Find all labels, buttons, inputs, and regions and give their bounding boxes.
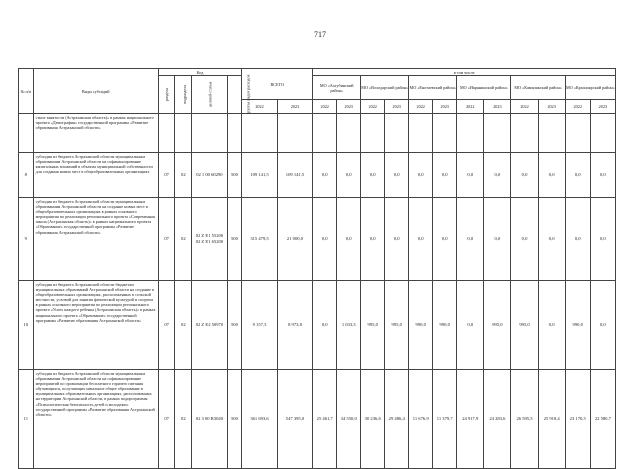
header-year: 2022 <box>457 100 484 114</box>
header-mo-1: МО «Ахтубинский район» <box>313 76 361 100</box>
mo-value: 0,0 <box>511 198 538 281</box>
mo-value: 0,0 <box>337 153 361 198</box>
mo-value <box>511 114 538 153</box>
mo-value: 0,0 <box>590 281 615 370</box>
mo-value <box>538 114 565 153</box>
header-incl: в том числе <box>313 69 616 76</box>
target-code: 02 3 00 R3040 <box>195 416 223 421</box>
total-value <box>277 114 312 153</box>
header-year: 2023 <box>337 100 361 114</box>
code-group: 500 <box>227 153 242 198</box>
header-year: 2022 <box>565 100 590 114</box>
total-value: 315 479,5 <box>242 198 277 281</box>
header-mo-4: МО «Икрянинский район» <box>457 76 511 100</box>
code-target <box>192 370 227 469</box>
target-code: 02 Z E1 65200 <box>195 239 224 244</box>
mo-value: 22 580,7 <box>590 370 615 469</box>
mo-value: 23 170,5 <box>565 370 590 469</box>
code-subsection: 02 <box>175 153 192 198</box>
mo-value: 0,0 <box>484 198 511 281</box>
total-value: 21 000,0 <box>277 198 312 281</box>
mo-value: 0,0 <box>511 153 538 198</box>
mo-value <box>337 114 361 153</box>
header-year: 2022 <box>511 100 538 114</box>
target-code: 02 Z E1 55200 <box>195 233 224 238</box>
total-value: 547 395,0 <box>277 370 312 469</box>
mo-value: 0,0 <box>457 153 484 198</box>
header-mo-3: МО «Енотаевский район» <box>409 76 457 100</box>
mo-value: 26 595,5 <box>511 370 538 469</box>
mo-value: 0,0 <box>433 153 457 198</box>
mo-value: 0,0 <box>385 198 409 281</box>
mo-value: 0,0 <box>313 281 337 370</box>
mo-value: 0,0 <box>538 153 565 198</box>
code-target <box>192 153 227 198</box>
mo-value: 0,0 <box>590 198 615 281</box>
mo-value: 0,0 <box>484 153 511 198</box>
table-row <box>19 114 616 153</box>
header-mo-2: МО «Володарский район» <box>361 76 409 100</box>
mo-value: 990,0 <box>565 281 590 370</box>
mo-value <box>409 114 433 153</box>
mo-value: 995,0 <box>385 281 409 370</box>
mo-value: 0,0 <box>457 281 484 370</box>
code-target <box>192 281 227 370</box>
subsidy-name: субсидия из бюджета Астраханской области муниципальным образованиям Астраханской области на софинансирование капитальных вложений в объекты муниципальной собственности для создания новых мест в общеобразовательных организациях <box>33 153 158 198</box>
header-total: ВСЕГО <box>242 69 313 100</box>
mo-value: 24 283,6 <box>484 370 511 469</box>
mo-value <box>313 114 337 153</box>
code-subsection: 02 <box>175 281 192 370</box>
code-section: 07 <box>158 281 175 370</box>
total-value: 9 157,3 <box>242 281 277 370</box>
mo-value <box>590 114 615 153</box>
mo-value: 0,0 <box>409 153 433 198</box>
mo-value: 0,0 <box>565 198 590 281</box>
mo-value: 0,0 <box>313 198 337 281</box>
header-year: 2022 <box>313 100 337 114</box>
header-name: Виды субсидий <box>33 69 158 114</box>
header-mo-6: МО «Красноярский район» <box>565 76 615 100</box>
row-number: 9 <box>19 198 34 281</box>
subsidy-name: субсидия из бюджета Астраханской области муниципальным образованиям Астраханской области на создание новых мест в общеобразовательных организациях в рамках основного мероприятия по реализации регионального проекта «Современная школа (Астраханская область)» в рамках национального проекта «Образование» государственной программы «Развитие образования Астраханской области» <box>33 198 158 281</box>
header-code: Код <box>158 69 241 76</box>
code-target <box>192 198 227 281</box>
code-group: 500 <box>227 281 242 370</box>
header-code-target: целевой статьи <box>192 76 227 114</box>
target-code: 02 Z E2 50970 <box>195 322 224 327</box>
header-year: 2023 <box>385 100 409 114</box>
code-group <box>227 114 242 153</box>
row-number: 8 <box>19 153 34 198</box>
header-code-section: раздела <box>158 76 175 114</box>
total-value: 109 141,5 <box>277 153 312 198</box>
header-year: 2023 <box>590 100 615 114</box>
subsidy-table <box>18 68 616 469</box>
mo-value: 25 461,7 <box>313 370 337 469</box>
mo-value: 29 486,4 <box>385 370 409 469</box>
mo-value: 0,0 <box>313 153 337 198</box>
mo-value: 1 033,3 <box>337 281 361 370</box>
mo-value: 995,0 <box>361 281 385 370</box>
code-section: 07 <box>158 198 175 281</box>
mo-value <box>565 114 590 153</box>
mo-value <box>433 114 457 153</box>
mo-value: 0,0 <box>361 153 385 198</box>
header-mo-5: МО «Камызякский район» <box>511 76 565 100</box>
code-group: 500 <box>227 198 242 281</box>
total-value: 361 693,6 <box>242 370 277 469</box>
code-section: 07 <box>158 370 175 469</box>
header-code-group: группы видов расходов <box>227 76 242 114</box>
mo-value <box>361 114 385 153</box>
table-row <box>19 153 616 198</box>
table-row <box>19 370 616 469</box>
header-year: 2023 <box>484 100 511 114</box>
header-year: 2023 <box>538 100 565 114</box>
header-year: 2022 <box>242 100 277 114</box>
header-year: 2023 <box>277 100 312 114</box>
table-row <box>19 281 616 370</box>
subsidy-name: субсидия из бюджета Астраханской области бюджетам муниципальных образований Астраханской области на создание в общеобразовательных организациях, расположенных в сельской местности, условий для занятия физической культурой и спортом в рамках основного мероприятия по реализации регионального проекта «Успех каждого ребенка (Астраханская область)» в рамках национального проекта «Образование» государственной программы «Развитие образования Астраханской области» <box>33 281 158 370</box>
total-value <box>242 114 277 153</box>
mo-value: 25 918,4 <box>538 370 565 469</box>
mo-value: 0,0 <box>433 198 457 281</box>
mo-value: 0,0 <box>590 153 615 198</box>
mo-value: 995,0 <box>511 281 538 370</box>
header-num: № п/п <box>19 69 34 114</box>
mo-value: 995,0 <box>484 281 511 370</box>
mo-value <box>385 114 409 153</box>
code-subsection <box>175 114 192 153</box>
mo-value <box>484 114 511 153</box>
mo-value: 0,0 <box>361 198 385 281</box>
header-year: 2023 <box>433 100 457 114</box>
code-subsection: 02 <box>175 198 192 281</box>
header-code-subsection: подраздела <box>175 76 192 114</box>
table-row <box>19 198 616 281</box>
code-section <box>158 114 175 153</box>
row-number: 10 <box>19 281 34 370</box>
page-number: 717 <box>314 30 326 39</box>
mo-value: 990,0 <box>409 281 433 370</box>
code-section: 07 <box>158 153 175 198</box>
mo-value: 0,0 <box>457 198 484 281</box>
mo-value: 0,0 <box>538 198 565 281</box>
subsidy-name: стное занятости (Астраханская область)» в рамках национального проекта «Демография» государственной программы «Развитие образования Астраханской области» <box>33 114 158 153</box>
mo-value: 0,0 <box>337 198 361 281</box>
mo-value: 990,0 <box>433 281 457 370</box>
mo-value: 11 676,9 <box>409 370 433 469</box>
mo-value: 11 379,7 <box>433 370 457 469</box>
mo-value: 0,0 <box>385 153 409 198</box>
mo-value: 0,0 <box>409 198 433 281</box>
mo-value: 0,0 <box>565 153 590 198</box>
mo-value: 24 917,9 <box>457 370 484 469</box>
code-group: 500 <box>227 370 242 469</box>
header-year: 2022 <box>361 100 385 114</box>
subsidy-name: субсидия из бюджета Астраханской области муниципальным образованиям Астраханской области на софинансирование мероприятий по организации бесплатного горячего питания обучающихся, получающих начальное общее образование в муниципальных образовательных организациях, расположенных на территории Астраханской области, в рамках подпрограммы «Психологическая безопасность детей и молодежи» государственной программы «Развитие образования Астраханской области» <box>33 370 158 469</box>
mo-value: 0,0 <box>538 281 565 370</box>
mo-value: 30 236,6 <box>361 370 385 469</box>
total-value: 109 141,5 <box>242 153 277 198</box>
row-number <box>19 114 34 153</box>
code-target <box>192 114 227 153</box>
target-code: 02 1 00 60290 <box>196 172 223 177</box>
code-subsection: 02 <box>175 370 192 469</box>
header-year: 2022 <box>409 100 433 114</box>
row-number: 11 <box>19 370 34 469</box>
total-value: 8 973,8 <box>277 281 312 370</box>
mo-value: 34 550,0 <box>337 370 361 469</box>
mo-value <box>457 114 484 153</box>
